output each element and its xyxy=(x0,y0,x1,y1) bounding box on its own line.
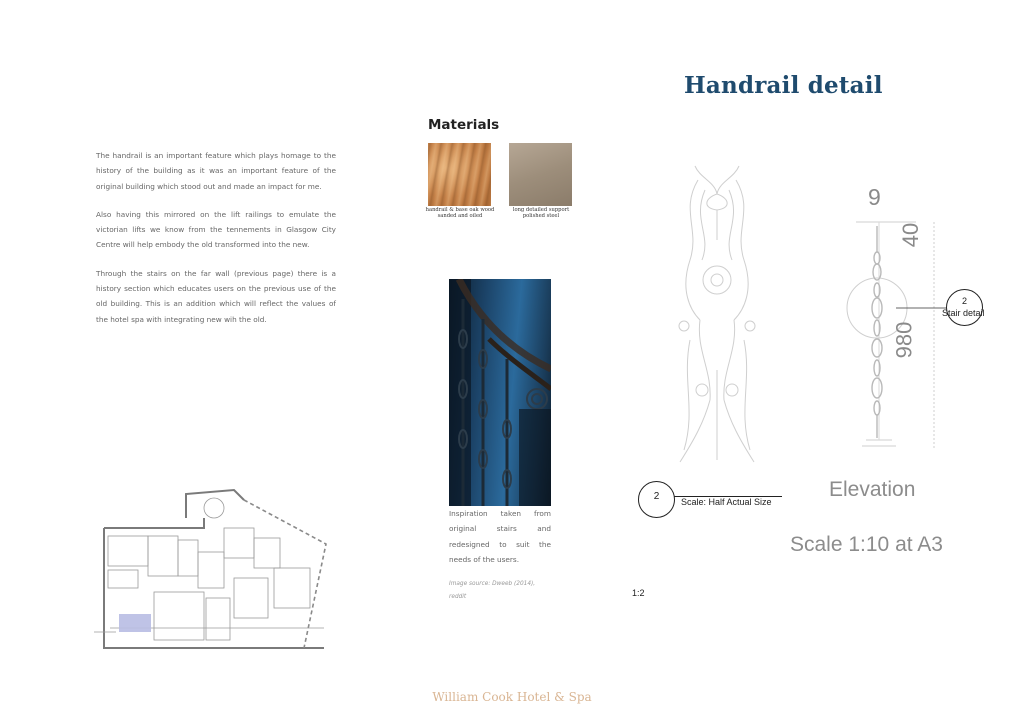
description-paragraph: Also having this mirrored on the lift railings to emulate the victorian lifts we know from the tennements in Glasgow City Centre will help embody the old transformed into the new. xyxy=(96,209,336,250)
dimension-top-height: 40 xyxy=(898,222,924,248)
inspiration-photo xyxy=(449,279,551,506)
image-source: Image source: Dweeb (2014), reddit xyxy=(449,581,536,600)
floor-plan xyxy=(94,488,334,652)
ratio-label: 1:2 xyxy=(632,588,645,598)
description-paragraph: Through the stairs on the far wall (previous page) there is a history section which educates users on the previous use of the old building. This is an addition which will reflect the values of the hotel spa with integrating new wih the old. xyxy=(96,268,336,324)
elevation-label: Elevation xyxy=(829,478,916,501)
half-size-label: Scale: Half Actual Size xyxy=(681,497,772,507)
description-text xyxy=(96,148,336,340)
half-size-ref: 2 xyxy=(653,491,660,502)
oak-wood-swatch xyxy=(428,143,491,206)
handrail-profile-drawing xyxy=(660,160,780,466)
page-title: Handrail detail xyxy=(684,72,883,99)
scale-label: Scale 1:10 at A3 xyxy=(790,533,943,556)
oak-wood-label: handrail & base oak wood sanded and oiled xyxy=(425,207,495,219)
stair-detail-ref: 2 xyxy=(961,296,967,306)
highlight-area xyxy=(119,614,151,632)
footer-title: William Cook Hotel & Spa xyxy=(432,690,592,704)
dimension-height: 980 xyxy=(891,321,917,359)
materials-heading: Materials xyxy=(428,117,500,133)
dimension-top: 9 xyxy=(868,184,881,210)
inspiration-caption: Inspiration taken from original stairs and redesigned to suit the needs of the users. xyxy=(449,509,551,564)
description-paragraph: The handrail is an important feature which plays homage to the history of the building as it was an important feature of the original building which stood out and made an impact for me. xyxy=(96,151,336,191)
stair-detail-label: Stair detail xyxy=(942,308,985,318)
steel-swatch xyxy=(509,143,572,206)
steel-label: long detailed support polished steel xyxy=(512,207,570,219)
